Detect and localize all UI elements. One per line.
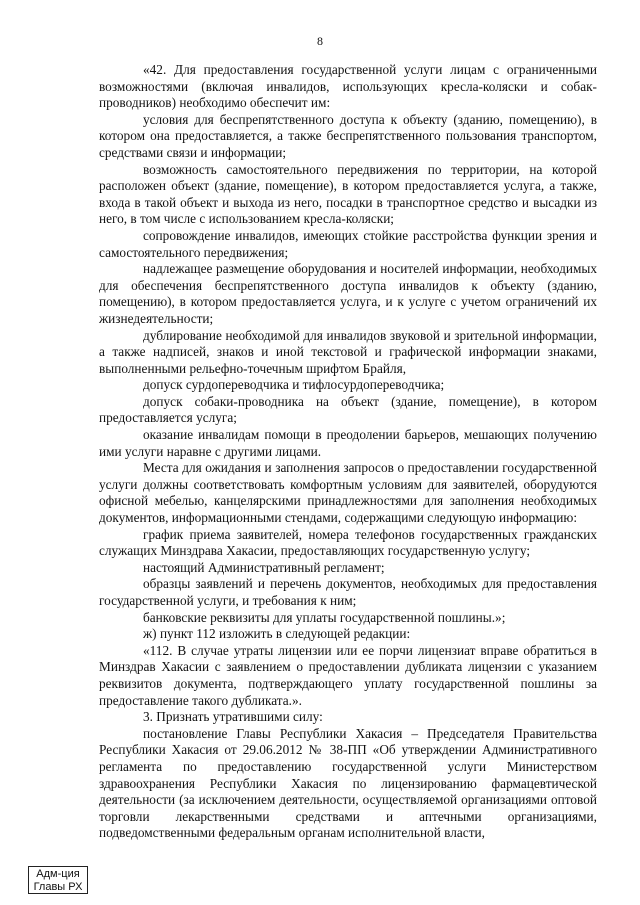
paragraph: допуск собаки-проводника на объект (здание, помещение), в котором предоставляется услуга; <box>99 393 597 426</box>
paragraph: «112. В случае утраты лицензии или ее порчи лицензиат вправе обратиться в Минздрав Хакасии с заявлением о предоставлении дубликата лицензии с указанием реквизитов документа, подтверждающего уплату государственной пошлины за предоставление такого дубликата.». <box>99 642 597 708</box>
office-stamp <box>28 866 88 894</box>
paragraph: постановление Главы Республики Хакасия – Председателя Правительства Республики Хакасия от 29.06.2012 № 38-ПП «Об утверждении Административного регламента по предоставлению государственной услуги Министерством здравоохранения Республики Хакасия по лицензированию фармацевтической деятельности (за исключением деятельности, осуществляемой организациями оптовой торговли лекарственными средствами и аптечными организациями, подведомственными федеральным органам исполнительной власти, <box>99 725 597 841</box>
paragraph: «42. Для предоставления государственной услуги лицам с ограниченными возможностями (включая инвалидов, использующих кресла-коляски и собак-проводников) необходимо обеспечит им: <box>99 62 597 111</box>
document-body <box>99 62 597 842</box>
paragraph: условия для беспрепятственного доступа к объекту (зданию, помещению), в котором она предоставляется, а также беспрепятственного пользования транспортом, средствами связи и информации; <box>99 111 597 160</box>
stamp-line: Адм-ция <box>36 868 80 880</box>
paragraph: возможность самостоятельного передвижения по территории, на которой расположен объект (здание, помещение), в котором предоставляется услуга, а также, входа в такой объект и выхода из него, посадки в транспортное средство и высадки из него, в том числе с использованием кресла-коляски; <box>99 161 597 227</box>
paragraph: надлежащее размещение оборудования и носителей информации, необходимых для обеспечения беспрепятственного доступа инвалидов к объекту (зданию, помещению), в котором предоставляется услуга, и к услуге с учетом ограничений их жизнедеятельности; <box>99 261 597 326</box>
paragraph: график приема заявителей, номера телефонов государственных гражданских служащих Минздрава Хакасии, предоставляющих государственную услугу; <box>99 526 597 559</box>
paragraph: допуск сурдопереводчика и тифлосурдопереводчика; <box>143 377 445 393</box>
paragraph: настоящий Административный регламент; <box>143 559 385 575</box>
page-number: 8 <box>317 34 323 48</box>
paragraph: ж) пункт 112 изложить в следующей редакции: <box>143 626 411 642</box>
paragraph: оказание инвалидам помощи в преодолении барьеров, мешающих получению ими услуги наравне с другими лицами. <box>99 427 597 459</box>
paragraph: Места для ожидания и заполнения запросов о предоставлении государственной услуги должны соответствовать комфортным условиям для заявителей, оборудуются офисной мебелью, канцелярскими принадлежностями для заполнения необходимых документов, информационными стендами, содержащими следующую информацию: <box>99 460 597 526</box>
paragraph: банковские реквизиты для уплаты государственной пошлины.»; <box>143 609 506 625</box>
paragraph: 3. Признать утратившими силу: <box>143 709 323 725</box>
paragraph: образцы заявлений и перечень документов, необходимых для предоставления государственной услуги, и требования к ним; <box>99 576 597 608</box>
stamp-line: Главы РХ <box>33 881 83 893</box>
paragraph: дублирование необходимой для инвалидов звуковой и зрительной информации, а также надписей, знаков и иной текстовой и графической информации знаками, выполненными рельефно-точечным шрифтом Брайля, <box>99 327 597 376</box>
paragraph: сопровождение инвалидов, имеющих стойкие расстройства функции зрения и самостоятельного передвижения; <box>99 227 597 260</box>
